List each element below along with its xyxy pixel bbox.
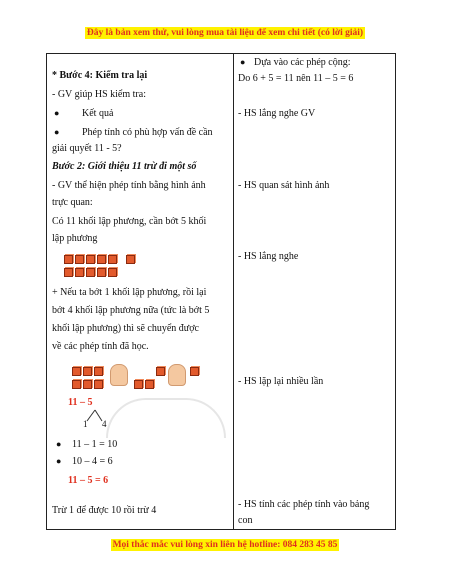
conclusion: Trừ 1 để được 10 rồi trừ 4 <box>52 505 157 516</box>
add-example: Do 6 + 5 = 11 nên 11 – 5 = 6 <box>238 73 354 84</box>
equation-1: 11 – 1 = 10 <box>72 439 118 450</box>
bullet-dot-icon: ● <box>54 108 60 118</box>
gv-check: - GV giúp HS kiểm tra: <box>52 89 146 100</box>
bullet-dot-icon: ● <box>240 57 246 67</box>
hs-listen: - HS lắng nghe <box>238 251 299 262</box>
bullet-fit-line2: giải quyết 11 - 5? <box>52 143 122 154</box>
add-based: Dựa vào các phép cộng: <box>254 57 351 68</box>
split-expression: 11 – 5 <box>68 397 93 408</box>
bullet-result: Kết quả <box>82 108 114 119</box>
step2-title: Bước 2: Giới thiệu 11 trừ đi một số <box>52 161 197 172</box>
lesson-table <box>46 53 396 530</box>
remove-line3: khối lập phương) thì sẽ chuyển được <box>52 323 199 334</box>
preview-notice-banner <box>0 27 450 39</box>
hs-calc-line2: con <box>238 515 253 526</box>
step4-title: * Bước 4: Kiểm tra lại <box>52 70 148 81</box>
cubes-line1: Có 11 khối lập phương, cần bớt 5 khối <box>52 216 207 227</box>
bullet-dot-icon: ● <box>56 456 62 466</box>
hs-repeat: - HS lặp lại nhiều lần <box>238 376 324 387</box>
hs-listen-gv: - HS lắng nghe GV <box>238 108 316 119</box>
hand-icon <box>168 364 186 386</box>
remove-line1: + Nếu ta bớt 1 khối lập phương, rồi lại <box>52 287 207 298</box>
preview-notice: Đây là bản xem thử, vui lòng mua tài liệu để xem chi tiết (có lời giải) <box>86 28 364 38</box>
result-equation: 11 – 5 = 6 <box>68 475 109 486</box>
split-one: 1 <box>83 419 88 429</box>
hotline-text: Mọi thắc mắc vui lòng xin liên hệ hotline: 084 283 45 85 <box>112 540 338 550</box>
hand-icon <box>110 364 128 386</box>
bullet-fit-line1: Phép tính có phù hợp vấn đề cần <box>82 127 213 138</box>
column-divider <box>233 54 234 529</box>
cubes-line2: lập phương <box>52 233 98 244</box>
cubes-illustration <box>64 254 144 280</box>
remove-line4: về các phép tính đã học. <box>52 341 149 352</box>
gv-show-line1: - GV thể hiện phép tính bằng hình ảnh <box>52 180 206 191</box>
gv-show-line2: trực quan: <box>52 197 93 208</box>
split-four: 4 <box>102 419 107 429</box>
equation-2: 10 – 4 = 6 <box>72 456 113 467</box>
hotline-banner <box>0 539 450 551</box>
bullet-dot-icon: ● <box>54 127 60 137</box>
bullet-dot-icon: ● <box>56 439 62 449</box>
hs-calc-line1: - HS tính các phép tính vào bảng <box>238 499 370 510</box>
remove-line2: bớt 4 khối lập phương nữa (tức là bớt 5 <box>52 305 210 316</box>
hs-observe: - HS quan sát hình ảnh <box>238 180 330 191</box>
